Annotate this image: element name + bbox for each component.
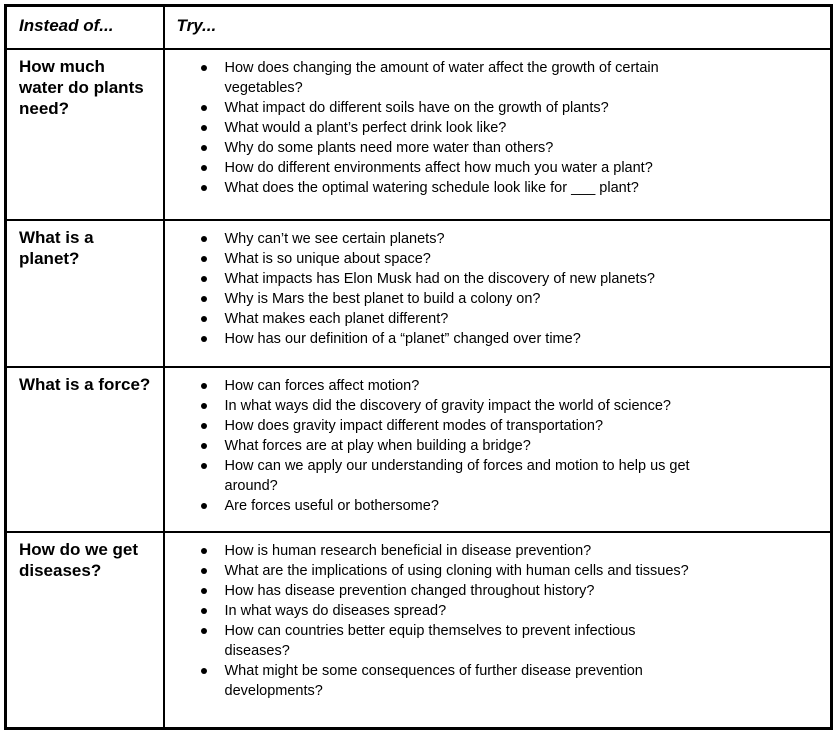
bullet-icon: [201, 383, 207, 389]
bullet-icon: [201, 336, 207, 342]
instead-question-cell: [6, 367, 164, 532]
try-question-text: What impacts has Elon Musk had on the discovery of new planets?: [224, 270, 655, 287]
try-question-item: [177, 118, 697, 138]
try-question-text: How has disease prevention changed throughout history?: [224, 582, 595, 599]
try-question-text: What impact do different soils have on the growth of plants?: [224, 99, 609, 116]
try-question-text: In what ways did the discovery of gravity impact the world of science?: [224, 397, 671, 414]
try-question-text: Why do some plants need more water than others?: [224, 139, 554, 156]
try-questions-cell: [164, 532, 832, 729]
try-questions-cell: [164, 220, 832, 367]
instead-try-table: [4, 4, 833, 730]
try-questions-cell: [164, 49, 832, 220]
try-question-text: How can forces affect motion?: [224, 377, 420, 394]
bullet-icon: [201, 503, 207, 509]
try-question-text: What are the implications of using cloning with human cells and tissues?: [224, 562, 689, 579]
try-question-text: How can countries better equip themselves to prevent infectious diseases?: [224, 622, 636, 659]
try-questions-cell: [164, 367, 832, 532]
try-question-item: [177, 329, 697, 349]
try-question-text: What would a plant’s perfect drink look like?: [224, 119, 507, 136]
try-question-text: What makes each planet different?: [224, 310, 449, 327]
try-question-text: What does the optimal watering schedule look like for ___ plant?: [224, 179, 639, 196]
bullet-icon: [201, 463, 207, 469]
header-instead: Instead of...: [6, 6, 164, 49]
bullet-icon: [201, 276, 207, 282]
try-question-text: How do different environments affect how much you water a plant?: [224, 159, 653, 176]
try-question-item: [177, 621, 697, 661]
bullet-icon: [201, 608, 207, 614]
bullet-icon: [201, 125, 207, 131]
bullet-icon: [201, 105, 207, 111]
try-question-text: How does changing the amount of water affect the growth of certain vegetables?: [224, 59, 659, 96]
table-body: [6, 49, 832, 729]
try-question-item: [177, 249, 697, 269]
instead-question: What is a planet?: [19, 227, 94, 268]
try-question-list: [177, 58, 819, 198]
table-row: [6, 532, 832, 729]
instead-question-cell: [6, 532, 164, 729]
bullet-icon: [201, 568, 207, 574]
try-question-text: What might be some consequences of further disease prevention developments?: [224, 662, 643, 699]
try-question-item: [177, 309, 697, 329]
header-try: Try...: [164, 6, 832, 49]
bullet-icon: [201, 296, 207, 302]
bullet-icon: [201, 316, 207, 322]
try-question-item: [177, 98, 697, 118]
try-question-list: [177, 229, 819, 349]
bullet-icon: [201, 443, 207, 449]
try-question-text: How is human research beneficial in disease prevention?: [224, 542, 592, 559]
table-row: [6, 49, 832, 220]
try-question-item: [177, 541, 697, 561]
table-row: [6, 220, 832, 367]
bullet-icon: [201, 548, 207, 554]
bullet-icon: [201, 668, 207, 674]
instead-question: How much water do plants need?: [19, 56, 144, 118]
try-question-list: [177, 541, 819, 701]
bullet-icon: [201, 403, 207, 409]
try-question-item: [177, 58, 697, 98]
instead-question-cell: [6, 49, 164, 220]
try-question-item: [177, 601, 697, 621]
bullet-icon: [201, 628, 207, 634]
table-row: [6, 367, 832, 532]
bullet-icon: [201, 423, 207, 429]
try-question-item: [177, 436, 697, 456]
try-question-text: How can we apply our understanding of forces and motion to help us get around?: [224, 457, 690, 494]
bullet-icon: [201, 185, 207, 191]
bullet-icon: [201, 145, 207, 151]
try-question-item: [177, 376, 697, 396]
try-question-item: [177, 561, 697, 581]
bullet-icon: [201, 65, 207, 71]
instead-question-cell: [6, 220, 164, 367]
try-question-item: [177, 289, 697, 309]
bullet-icon: [201, 588, 207, 594]
instead-question: What is a force?: [19, 374, 151, 394]
try-question-list: [177, 376, 819, 516]
try-question-text: Why can’t we see certain planets?: [224, 230, 445, 247]
try-question-item: [177, 396, 697, 416]
try-question-item: [177, 661, 697, 701]
bullet-icon: [201, 256, 207, 262]
bullet-icon: [201, 165, 207, 171]
try-question-text: How does gravity impact different modes of transportation?: [224, 417, 604, 434]
try-question-item: [177, 158, 697, 178]
try-question-text: What forces are at play when building a bridge?: [224, 437, 531, 454]
try-question-text: How has our definition of a “planet” changed over time?: [224, 330, 581, 347]
try-question-item: [177, 178, 697, 198]
try-question-item: [177, 456, 697, 496]
try-question-item: [177, 269, 697, 289]
try-question-item: [177, 581, 697, 601]
try-question-item: [177, 416, 697, 436]
header-row: [6, 6, 832, 49]
try-question-item: [177, 496, 697, 516]
try-question-text: Why is Mars the best planet to build a colony on?: [224, 290, 541, 307]
try-question-text: What is so unique about space?: [224, 250, 431, 267]
try-question-text: In what ways do diseases spread?: [224, 602, 447, 619]
bullet-icon: [201, 236, 207, 242]
try-question-item: [177, 138, 697, 158]
try-question-item: [177, 229, 697, 249]
instead-question: How do we get diseases?: [19, 539, 138, 580]
try-question-text: Are forces useful or bothersome?: [224, 497, 439, 514]
